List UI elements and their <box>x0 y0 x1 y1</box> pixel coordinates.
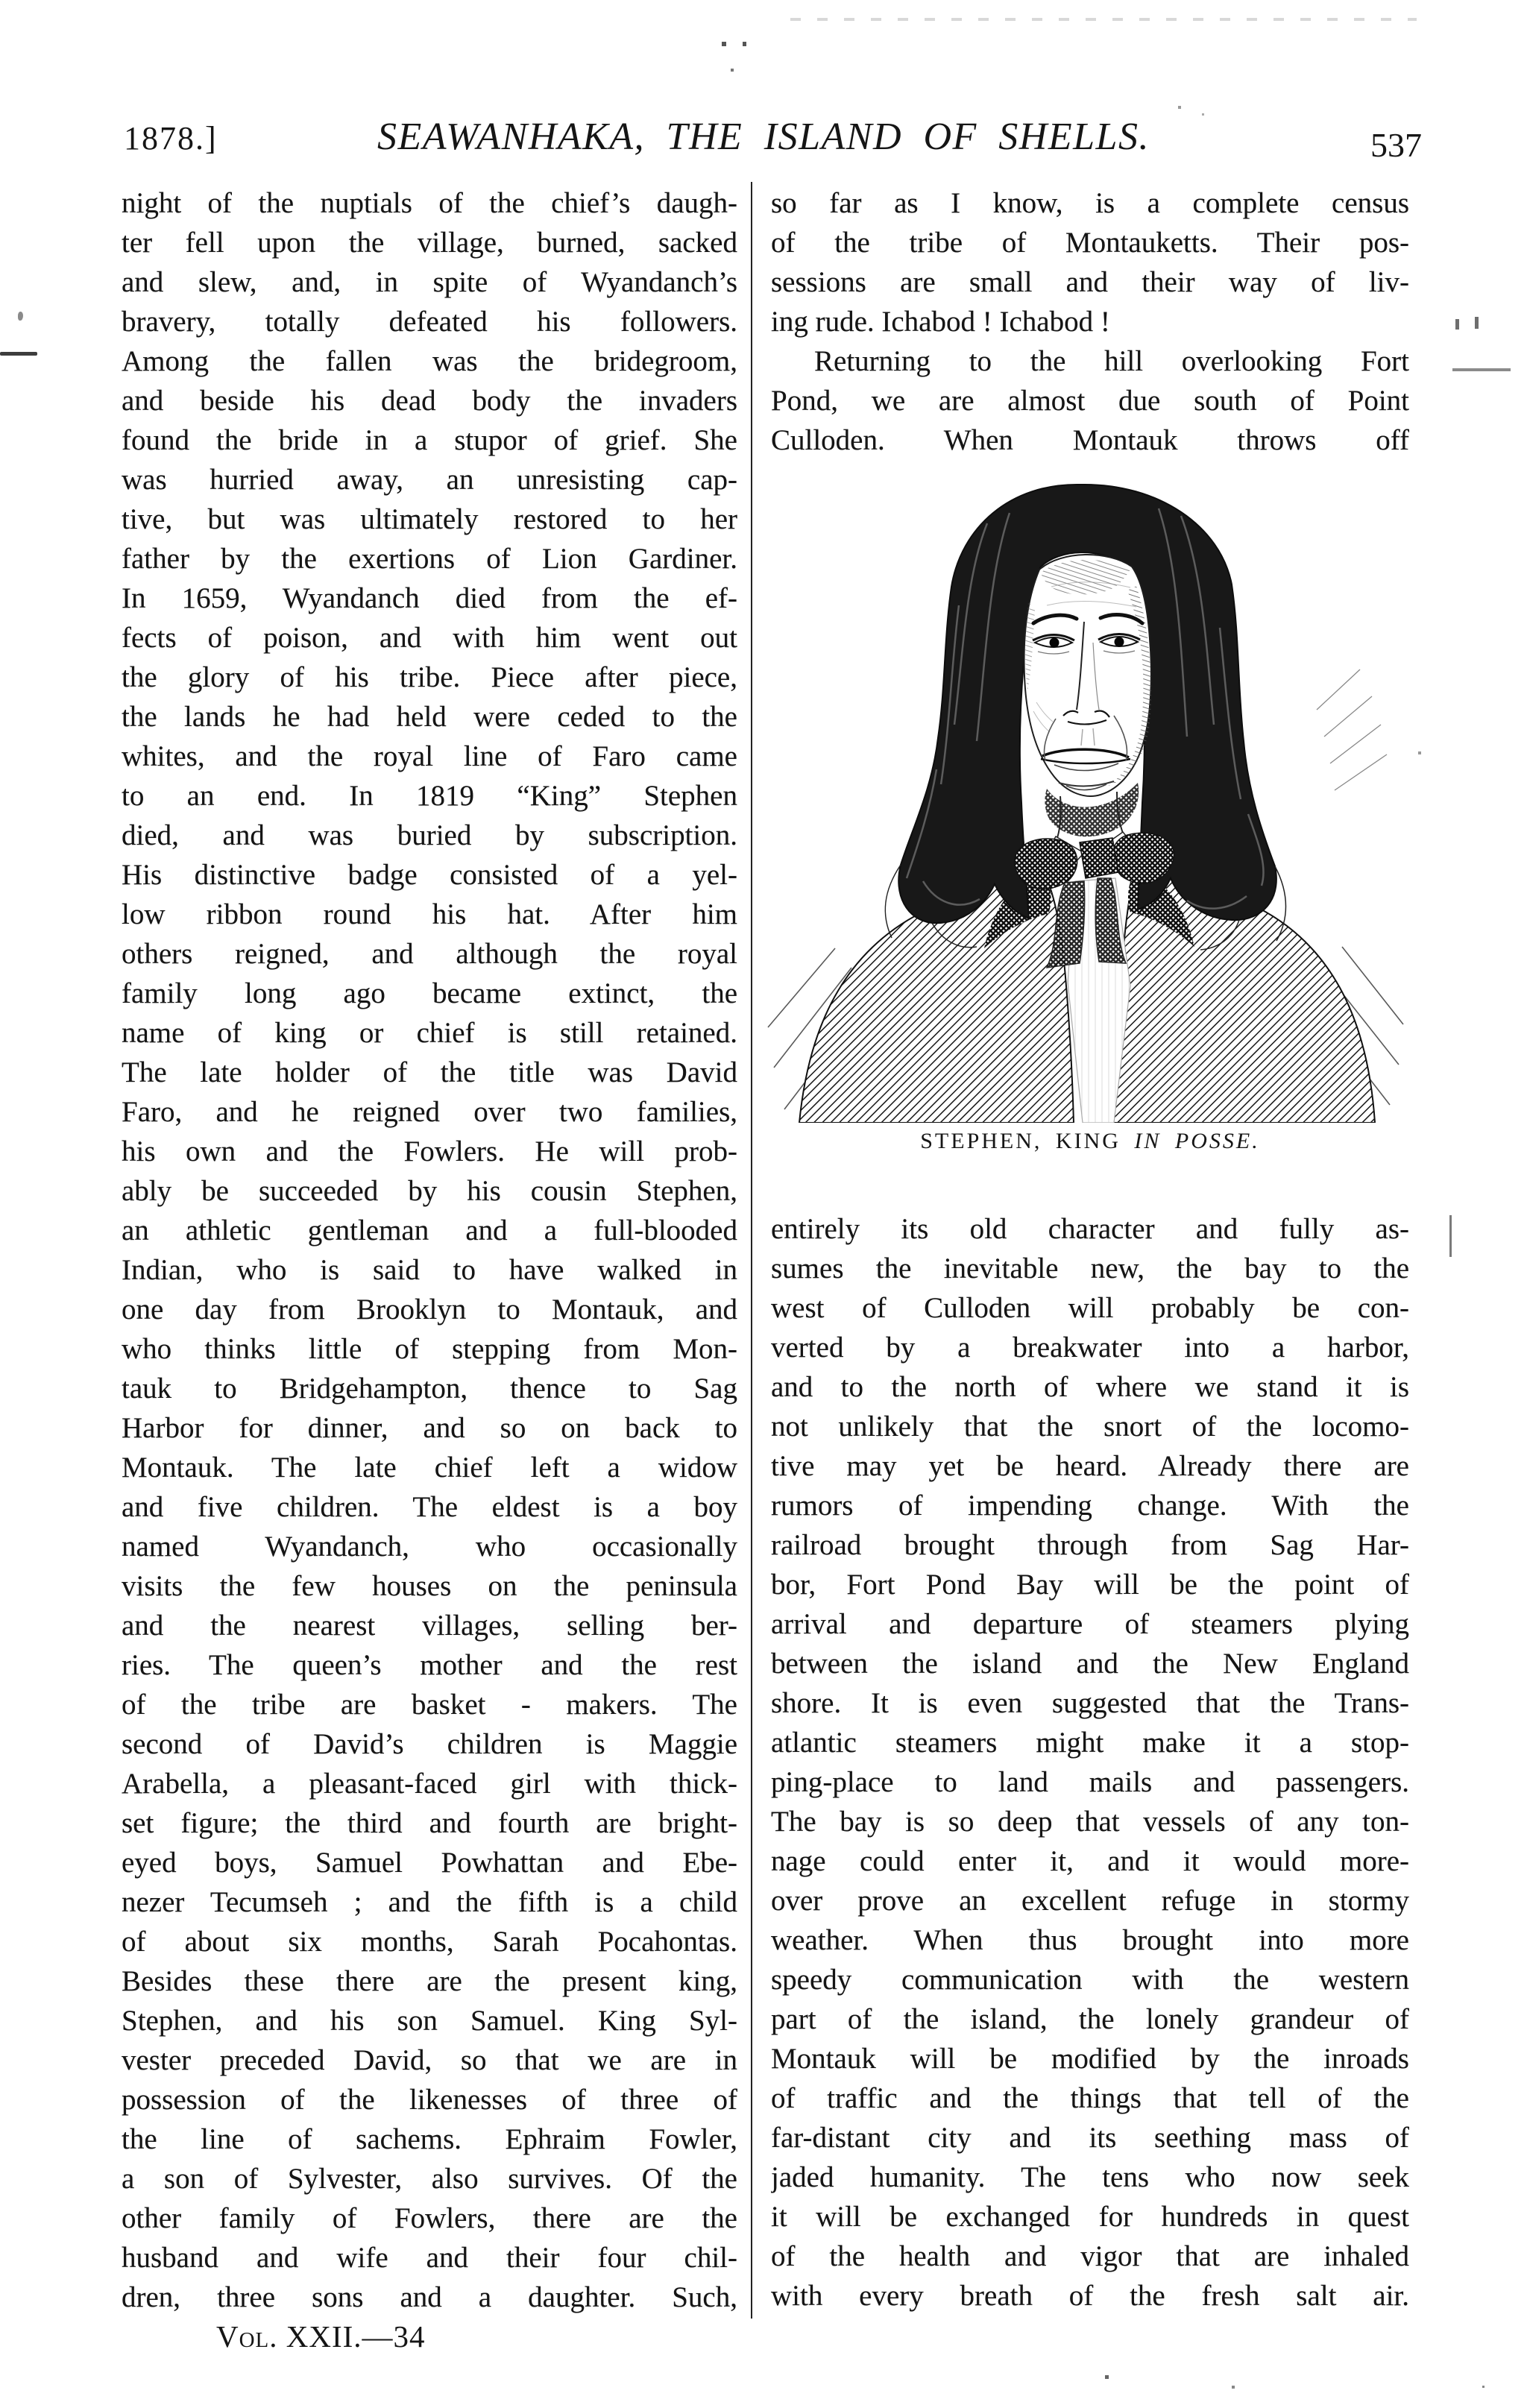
text-line: His distinctive badge consisted of a yel- <box>122 859 737 891</box>
text-line: ries. The queen’s mother and the rest <box>122 1649 737 1681</box>
scan-artifact <box>1202 113 1204 116</box>
scan-artifact <box>1449 1215 1452 1257</box>
text-line: tive, but was ultimately restored to her <box>122 503 737 535</box>
text-line: not unlikely that the snort of the locomo- <box>771 1411 1409 1443</box>
text-line: of the tribe of Montauketts. Their pos- <box>771 227 1409 259</box>
text-line: with every breath of the fresh salt air. <box>771 2280 1409 2312</box>
text-line: over prove an excellent refuge in stormy <box>771 1885 1409 1917</box>
text-line: who thinks little of stepping from Mon- <box>122 1333 737 1365</box>
text-line: Harbor for dinner, and so on back to <box>122 1412 737 1444</box>
caption-italic-text: IN POSSE. <box>1134 1129 1260 1153</box>
text-line: shore. It is even suggested that the Trans- <box>771 1687 1409 1719</box>
text-line: family long ago became extinct, the <box>122 977 737 1009</box>
scan-artifact <box>1475 317 1479 329</box>
text-line: nage could enter it, and it would more- <box>771 1845 1409 1877</box>
text-line: husband and wife and their four chil- <box>122 2242 737 2274</box>
scan-artifact <box>743 42 746 46</box>
text-line: fects of poison, and with him went out <box>122 622 737 654</box>
right-column-bottom <box>771 1209 1409 2316</box>
text-line: verted by a breakwater into a harbor, <box>771 1331 1409 1364</box>
text-line: a son of Sylvester, also survives. Of the <box>122 2163 737 2195</box>
text-line: Returning to the hill overlooking Fort <box>814 345 1409 377</box>
text-line: father by the exertions of Lion Gardiner. <box>122 543 737 575</box>
text-line: Stephen, and his son Samuel. King Syl- <box>122 2005 737 2037</box>
scan-artifact <box>1482 2386 1485 2388</box>
text-line: sumes the inevitable new, the bay to the <box>771 1252 1409 1285</box>
text-line: railroad brought through from Sag Har- <box>771 1529 1409 1561</box>
text-line: nezer Tecumseh ; and the fifth is a child <box>122 1886 737 1918</box>
text-line: an athletic gentleman and a full-blooded <box>122 1214 737 1246</box>
scan-artifact <box>18 312 23 321</box>
text-line: of the tribe are basket - makers. The <box>122 1689 737 1721</box>
text-line: ter fell upon the village, burned, sacked <box>122 227 737 259</box>
text-line: In 1659, Wyandanch died from the ef- <box>122 582 737 614</box>
text-line: night of the nuptials of the chief’s daugh- <box>122 187 737 219</box>
text-line: dren, three sons and a daughter. Such, <box>122 2281 737 2313</box>
text-line: arrival and departure of steamers plying <box>771 1608 1409 1640</box>
scan-artifact <box>1452 368 1511 371</box>
text-line: the line of sachems. Ephraim Fowler, <box>122 2123 737 2155</box>
text-line: rumors of impending change. With the <box>771 1490 1409 1522</box>
right-column-top <box>771 183 1409 460</box>
text-line: ably be succeeded by his cousin Stephen, <box>122 1175 737 1207</box>
text-line: visits the few houses on the peninsula <box>122 1570 737 1602</box>
text-line: eyed boys, Samuel Powhattan and Ebe- <box>122 1847 737 1879</box>
text-line: whites, and the royal line of Faro came <box>122 740 737 772</box>
scan-artifact <box>790 18 1417 21</box>
text-line: the lands he had held were ceded to the <box>122 701 737 733</box>
illustration-caption <box>771 1129 1409 1154</box>
text-line: between the island and the New England <box>771 1648 1409 1680</box>
text-line: sessions are small and their way of liv- <box>771 266 1409 298</box>
text-line: named Wyandanch, who occasionally <box>122 1531 737 1563</box>
text-line: died, and was buried by subscription. <box>122 819 737 851</box>
text-line: other family of Fowlers, there are the <box>122 2202 737 2234</box>
text-line: of traffic and the things that tell of the <box>771 2082 1409 2114</box>
text-line: ping-place to land mails and passengers. <box>771 1766 1409 1798</box>
text-line: and to the north of where we stand it is <box>771 1371 1409 1403</box>
text-line: atlantic steamers might make it a stop- <box>771 1727 1409 1759</box>
text-line: The late holder of the title was David <box>122 1056 737 1088</box>
text-line: Indian, who is said to have walked in <box>122 1254 737 1286</box>
stephen-portrait-illustration <box>764 464 1411 1123</box>
text-line: Montauk will be modified by the inroads <box>771 2043 1409 2075</box>
text-line: of about six months, Sarah Pocahontas. <box>122 1926 737 1958</box>
text-line: west of Culloden will probably be con- <box>771 1292 1409 1324</box>
text-line: Arabella, a pleasant-faced girl with thick- <box>122 1768 737 1800</box>
text-line: weather. When thus brought into more <box>771 1924 1409 1956</box>
text-line: jaded humanity. The tens who now seek <box>771 2161 1409 2193</box>
scan-artifact <box>1418 751 1421 754</box>
scan-artifact <box>722 42 726 46</box>
text-line: and beside his dead body the invaders <box>122 385 737 417</box>
text-line: bravery, totally defeated his followers. <box>122 306 737 338</box>
text-line: tauk to Bridgehampton, thence to Sag <box>122 1372 737 1405</box>
text-line: others reigned, and although the royal <box>122 938 737 970</box>
text-line: and slew, and, in spite of Wyandanch’s <box>122 266 737 298</box>
column-divider-rule <box>751 182 752 2319</box>
text-line: low ribbon round his hat. After him <box>122 898 737 930</box>
text-line: his own and the Fowlers. He will prob- <box>122 1135 737 1167</box>
text-line: speedy communication with the western <box>771 1964 1409 1996</box>
scan-artifact <box>0 352 37 356</box>
text-line: of the health and vigor that are inhaled <box>771 2240 1409 2272</box>
caption-text: STEPHEN, KING <box>920 1129 1135 1153</box>
scan-artifact <box>731 69 734 72</box>
text-line: The bay is so deep that vessels of any ton- <box>771 1806 1409 1838</box>
text-line: Besides these there are the present king, <box>122 1965 737 1997</box>
text-line: possession of the likenesses of three of <box>122 2084 737 2116</box>
page-title: SEAWANHAKA, THE ISLAND OF SHELLS. <box>377 116 1150 158</box>
left-column <box>122 183 737 2317</box>
scan-artifact <box>1105 2375 1109 2379</box>
text-line: set figure; the third and fourth are bright- <box>122 1807 737 1839</box>
text-line: vester preceded David, so that we are in <box>122 2044 737 2076</box>
text-line: so far as I know, is a complete census <box>771 187 1409 219</box>
scan-artifact <box>1232 2386 1235 2389</box>
text-line: and five children. The eldest is a boy <box>122 1491 737 1523</box>
text-line: ing rude. Ichabod ! Ichabod ! <box>771 306 1110 338</box>
text-line: Culloden. When Montauk throws off <box>771 424 1409 456</box>
text-line: tive may yet be heard. Already there are <box>771 1450 1409 1482</box>
header-year-label: 1878.] <box>124 120 218 157</box>
scan-artifact <box>1455 319 1459 330</box>
text-line: Faro, and he reigned over two families, <box>122 1096 737 1128</box>
text-line: it will be exchanged for hundreds in quest <box>771 2201 1409 2233</box>
text-line: was hurried away, an unresisting cap- <box>122 464 737 496</box>
text-line: bor, Fort Pond Bay will be the point of <box>771 1569 1409 1601</box>
text-line: one day from Brooklyn to Montauk, and <box>122 1293 737 1326</box>
footer-volume-label: Vol. XXII.—34 <box>216 2319 426 2354</box>
text-line: Among the fallen was the bridegroom, <box>122 345 737 377</box>
text-line: the glory of his tribe. Piece after piece, <box>122 661 737 693</box>
text-line: Montauk. The late chief left a widow <box>122 1452 737 1484</box>
text-line: to an end. In 1819 “King” Stephen <box>122 780 737 812</box>
text-line: second of David’s children is Maggie <box>122 1728 737 1760</box>
text-line: entirely its old character and fully as- <box>771 1213 1409 1245</box>
text-line: and the nearest villages, selling ber- <box>122 1610 737 1642</box>
page-number: 537 <box>1370 126 1422 164</box>
text-line: Pond, we are almost due south of Point <box>771 385 1409 417</box>
text-line: name of king or chief is still retained. <box>122 1017 737 1049</box>
text-line: far-distant city and its seething mass of <box>771 2122 1409 2154</box>
text-line: found the bride in a stupor of grief. She <box>122 424 737 456</box>
scan-artifact <box>1178 106 1181 109</box>
text-line: part of the island, the lonely grandeur of <box>771 2003 1409 2035</box>
